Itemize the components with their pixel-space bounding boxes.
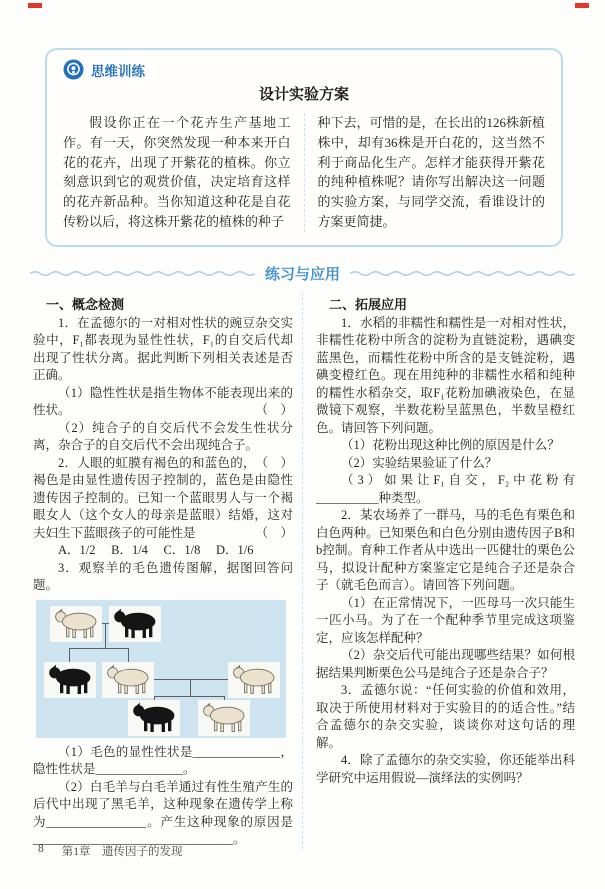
pedigree-line <box>105 623 106 648</box>
ext-question-2: 2．某农场养了一群马，马的毛色有栗色和白色两种。已知栗色和白色分别由遗传因子B和b控制。育种工作者从中选出一匹健壮的栗色公马，拟设计配种方案鉴定它是纯合子还是杂合子（就毛色而言）。请回答下列问题。 <box>316 508 575 592</box>
question-1-item-1: （1）隐性性状是指生物体不能表现出来的性状。 （ ） <box>33 385 293 420</box>
pedigree-line <box>69 648 70 663</box>
sheep-black-icon <box>128 700 180 736</box>
question-1: 1．在孟德尔的一对相对性状的豌豆杂交实验中，F₁都表现为显性性状，F₁的自交后代却出现了性状分离。据此判断下列相关表述是否正确。 <box>33 315 293 382</box>
ext-question-2-item-2: （2）杂交后代可能出现哪些结果？如何根据结果判断栗色公马是纯合子还是杂合子？ <box>316 648 575 680</box>
box-paragraph-right: 种下去，可惜的是，在长出的126株新植株中，却有36株是开白花的，这当然不利于商品化生产。怎样才能获得开紫花的纯种植株呢？请你写出解决这一问题的实验方案，与同学交流，看谁设计的方案更简捷。 <box>317 115 546 229</box>
box-paragraph-left: 假设你正在一个花卉生产基地工作。有一天，你突然发现一种本来开白花的花卉，出现了开紫花的植株。你立刻意识到它的观赏价值，决定培育这样的花卉新品种。当你知道这种花是自花传粉以后，将这株开紫花的植株的种子 <box>63 115 291 229</box>
box-title: 设计实验方案 <box>258 86 349 103</box>
box-columns <box>63 113 545 232</box>
ext-question-2-item-1: （1）在正常情况下，一匹母马一次只能生一匹小马。为了在一个配种季节里完成这项鉴定，应该怎样配种？ <box>316 595 575 645</box>
thinking-head-icon <box>63 59 84 80</box>
wavy-line-right <box>350 269 575 278</box>
ext-question-1-item-1: （1）花粉出现这种比例的原因是什么？ <box>341 438 560 452</box>
ext-question-4: 4．除了孟德尔的杂交实验，你还能举出科学研究中运用假说—演绎法的实例吗？ <box>316 753 575 785</box>
box-column-left <box>63 113 305 232</box>
sheep-white-icon <box>102 662 154 698</box>
sheep-white-icon <box>50 606 102 642</box>
question-1-item-2: （2）纯合子的自交后代不会发生性状分离，杂合子的自交后代不会出现纯合子。 （ ） <box>33 420 293 455</box>
pedigree-line <box>128 648 129 663</box>
question-2-options: A．1/2 B．1/4 C．1/8 D．1/6 <box>58 543 254 557</box>
chapter-title: 第1章 遗传因子的发现 <box>61 846 183 858</box>
page-number: 8 <box>38 843 44 855</box>
sheep-pedigree-diagram <box>36 600 286 738</box>
question-3-item-1: （1）毛色的显性性状是______________，隐性性状是______________。 <box>33 744 293 776</box>
red-crop-mark-right <box>575 3 589 8</box>
red-crop-mark-left <box>28 3 42 8</box>
question-2: 2．人眼的虹膜有褐色的和蓝色的，褐色是由显性遗传因子控制的，蓝色是由隐性遗传因子控制的。已知一个蓝眼男人与一个褐眼女人（这个女人的母亲是蓝眼）结婚，这对夫妇生下蓝眼孩子的可能性是 （ ） <box>33 455 293 543</box>
thinking-training-badge <box>63 59 545 80</box>
pedigree-line <box>69 648 129 649</box>
box-column-right <box>305 113 546 232</box>
ext-question-1-item-3: （3）如果让F₁自交，F₂中花粉有__________种类型。 <box>316 473 575 505</box>
concept-check-column <box>33 292 302 849</box>
ext-question-3: 3．孟德尔说：“任何实验的价值和效用，取决于所使用材料对于实验目的的适合性。”结合孟德尔的杂交实验，谈谈你对这句话的理解。 <box>316 683 575 750</box>
badge-label: 思维训练 <box>91 63 145 79</box>
wavy-line-left <box>30 269 255 278</box>
ext-question-1-item-2: （2）实验结果验证了什么？ <box>341 455 498 470</box>
answer-parentheses: （ ） <box>255 403 293 417</box>
ext-question-1: 1．水稻的非糯性和糯性是一对相对性状，非糯性花粉中所含的淀粉为直链淀粉，遇碘变蓝黑色，而糯性花粉中所含的是支链淀粉，遇碘变橙红色。现在用纯种的非糯性水稻和纯种的糯性水稻杂交，取F₁花粉加碘液染色，在显微镜下观察，半数花粉呈蓝黑色，半数呈橙红色。请回答下列问题。 <box>316 315 575 435</box>
question-3-item-2: （2）白毛羊与白毛羊通过有性生殖产生的后代中出现了黑毛羊，这种现象在遗传学上称为________________。产生这种现象的原因是________________________________。 <box>33 779 293 846</box>
pedigree-line <box>190 679 191 696</box>
sheep-black-icon <box>109 606 161 642</box>
page-footer <box>38 843 183 859</box>
sheep-black-icon <box>44 662 96 698</box>
sheep-white-icon <box>198 700 250 736</box>
section-title-extension: 二、拓展应用 <box>329 296 408 312</box>
extension-column <box>302 292 575 849</box>
section-title-concept-check: 一、概念检测 <box>46 296 125 312</box>
answer-parentheses: （ ） <box>255 455 293 470</box>
practice-header-row <box>30 263 575 284</box>
question-3: 3．观察羊的毛色遗传图解，据图回答问题。 <box>33 560 293 592</box>
sheep-white-icon <box>228 662 280 698</box>
thinking-training-box <box>45 48 563 247</box>
answer-parentheses: （ ） <box>255 525 293 540</box>
exercise-columns <box>33 292 575 849</box>
practice-header-title: 练习与应用 <box>265 265 341 283</box>
pedigree-line <box>154 696 224 697</box>
